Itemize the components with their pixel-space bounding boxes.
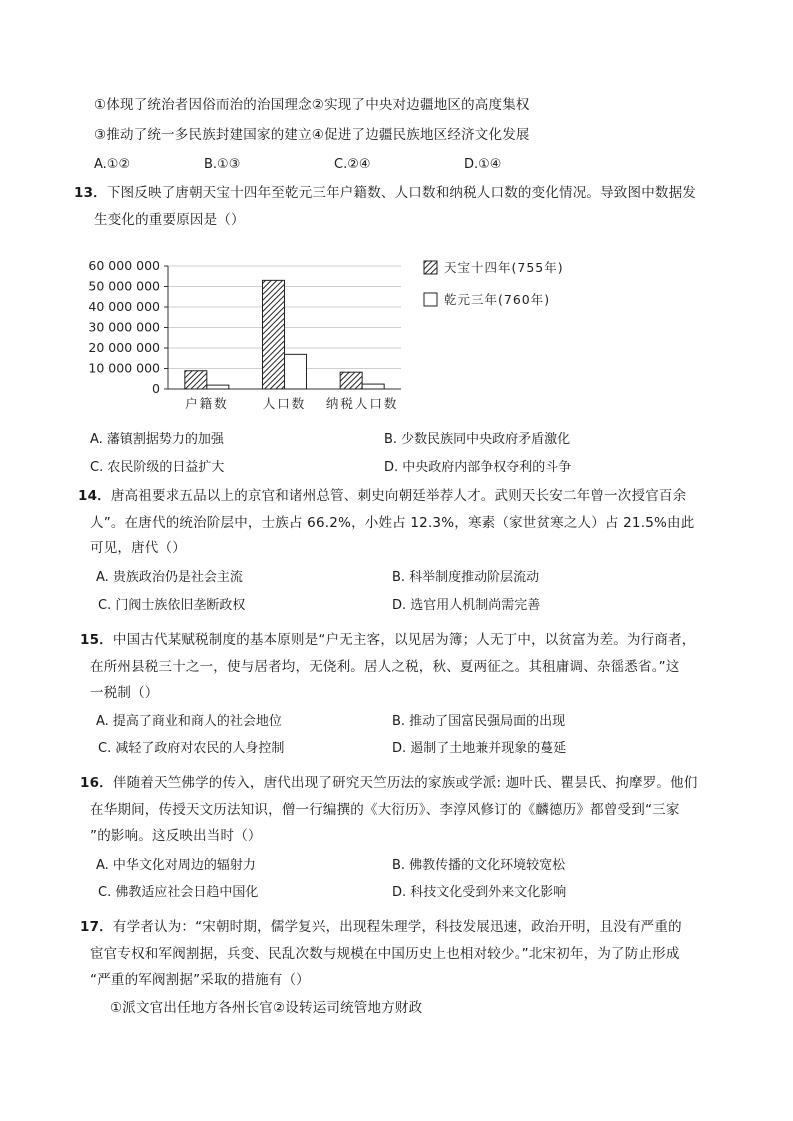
legend-swatch	[424, 261, 437, 274]
q15-option-a[interactable]: A. 提高了商业和商人的社会地位	[96, 714, 282, 729]
q15-stem-2: 在所州县税三十之一，使与居者均，无侥利。居人之税，秋、夏两征之。其租庸调、杂徭悉省。”这	[90, 659, 680, 675]
bar-0-0	[185, 371, 207, 389]
legend-swatch	[424, 293, 437, 306]
y-tick-label: 50 000 000	[88, 278, 160, 294]
x-axis-labels	[185, 396, 398, 411]
bars	[185, 280, 384, 389]
q16-option-b[interactable]: B. 佛教传播的文化环境较宽松	[392, 858, 566, 873]
q16-option-c[interactable]: C. 佛教适应社会日趋中国化	[98, 885, 259, 900]
q13-stem-2: 生变化的重要原因是（）	[94, 212, 245, 228]
q16-stem-3: ”的影响。这反映出当时（）	[90, 828, 262, 844]
y-tick-label: 40 000 000	[88, 299, 160, 314]
q16-stem-2: 在华期间，传授天文历法知识，僧一行编撰的《大衍历》、李淳风修订的《麟德历》都曾受到“三家	[90, 802, 680, 818]
q15-stem-1	[80, 630, 695, 650]
y-tick-label: 60 000 000	[88, 258, 160, 273]
q13-option-b[interactable]: B. 少数民族同中央政府矛盾激化	[384, 432, 571, 447]
q14-text-1: 唐高祖要求五品以上的京官和诸州总管、刺史向朝廷举荐人才。武则天长安二年曾一次授官百余	[110, 488, 687, 504]
q13-option-c[interactable]: C. 农民阶级的日益扩大	[90, 460, 225, 475]
prev-statement-2: ③推动了统一多民族封建国家的建立④促进了边疆民族地区经济文化发展	[94, 127, 530, 143]
q15-option-c[interactable]: C. 减轻了政府对农民的人身控制	[98, 741, 285, 756]
q15-text-1: 中国古代某赋税制度的基本原则是“户无主客，以见居为簿；人无丁中，以贫富为差。为行商者，	[112, 632, 696, 648]
x-tick-label: 纳税人口数	[325, 396, 399, 411]
q13-option-d[interactable]: D. 中央政府内部争权夺利的斗争	[384, 460, 572, 475]
y-tick-label: 0	[152, 381, 160, 396]
y-tick-label: 20 000 000	[88, 340, 160, 355]
q16-option-a[interactable]: A. 中华文化对周边的辐射力	[96, 858, 256, 873]
q15-option-d[interactable]: D. 遏制了土地兼并现象的蔓延	[392, 741, 567, 756]
q14-option-b[interactable]: B. 科举制度推动阶层流动	[392, 570, 540, 585]
q14-option-d[interactable]: D. 选官用人机制尚需完善	[392, 598, 541, 613]
bar-1-0	[207, 385, 229, 389]
q17-stem-1	[80, 917, 682, 937]
bar-1-1	[285, 354, 307, 389]
q13-text-1: 下图反映了唐朝天宝十四年至乾元三年户籍数、人口数和纳税人口数的变化情况。导致图中数据发	[106, 185, 696, 201]
bar-0-2	[340, 372, 362, 389]
q14-option-c[interactable]: C. 门阀士族依旧垄断政权	[98, 598, 246, 613]
x-tick-label: 人口数	[262, 396, 307, 411]
q13-option-a[interactable]: A. 藩镇割据势力的加强	[90, 432, 224, 447]
q14-option-a[interactable]: A. 贵族政治仍是社会主流	[96, 570, 243, 585]
legend-label: 天宝十四年(755年)	[444, 260, 564, 275]
q17-stem-2: 宦官专权和军阀割据，兵变、民乱次数与规模在中国历史上也相对较少。”北宋初年，为了防止形成	[90, 946, 680, 962]
x-tick-label: 户籍数	[185, 396, 229, 411]
q17-stem-3: “严重的军阀割据”采取的措施有（）	[90, 972, 310, 988]
q16-option-d[interactable]: D. 科技文化受到外来文化影响	[392, 885, 567, 900]
bar-1-2	[362, 384, 384, 389]
population-bar-chart	[86, 250, 606, 420]
q13-number: 13．	[74, 185, 107, 201]
prev-statement-1: ①体现了统治者因俗而治的治国理念②实现了中央对边疆地区的高度集权	[94, 97, 530, 113]
q15-number: 15．	[80, 632, 113, 648]
prev-option-c[interactable]: C.②④	[334, 157, 371, 172]
prev-option-d[interactable]: D.①④	[464, 157, 502, 172]
q14-stem-1	[78, 486, 686, 506]
q16-text-1: 伴随着天竺佛学的传入，唐代出现了研究天竺历法的家族或学派: 迦叶氏、瞿昙氏、拘摩罗。他们	[112, 775, 698, 791]
q17-number: 17．	[80, 919, 113, 935]
q15-option-b[interactable]: B. 推动了国富民强局面的出现	[392, 714, 566, 729]
y-tick-label: 30 000 000	[88, 319, 160, 335]
prev-option-a[interactable]: A.①②	[94, 157, 131, 172]
q14-number: 14．	[78, 488, 111, 504]
y-tick-label: 10 000 000	[88, 360, 160, 376]
q17-text-1: 有学者认为：“宋朝时期，儒学复兴，出现程朱理学，科技发展迅速，政治开明，且没有严重的	[112, 919, 682, 935]
q14-stem-2: 人”。在唐代的统治阶层中，士族占 66.2%，小姓占 12.3%，寒素（家世贫寒之人）占 21.5%由此	[90, 515, 695, 531]
q14-stem-3: 可见，唐代（）	[90, 540, 186, 556]
q17-statement-1: ①派文官出任地方各州长官②设转运司统管地方财政	[110, 1000, 423, 1016]
q16-stem-1	[80, 773, 698, 793]
q13-stem-1	[74, 183, 696, 203]
q15-stem-3: 一税制（）	[90, 685, 159, 701]
legend-label: 乾元三年(760年)	[444, 292, 551, 307]
legend	[424, 260, 564, 307]
bar-0-1	[263, 280, 285, 389]
prev-option-b[interactable]: B.①③	[204, 157, 241, 172]
q16-number: 16．	[80, 775, 113, 791]
